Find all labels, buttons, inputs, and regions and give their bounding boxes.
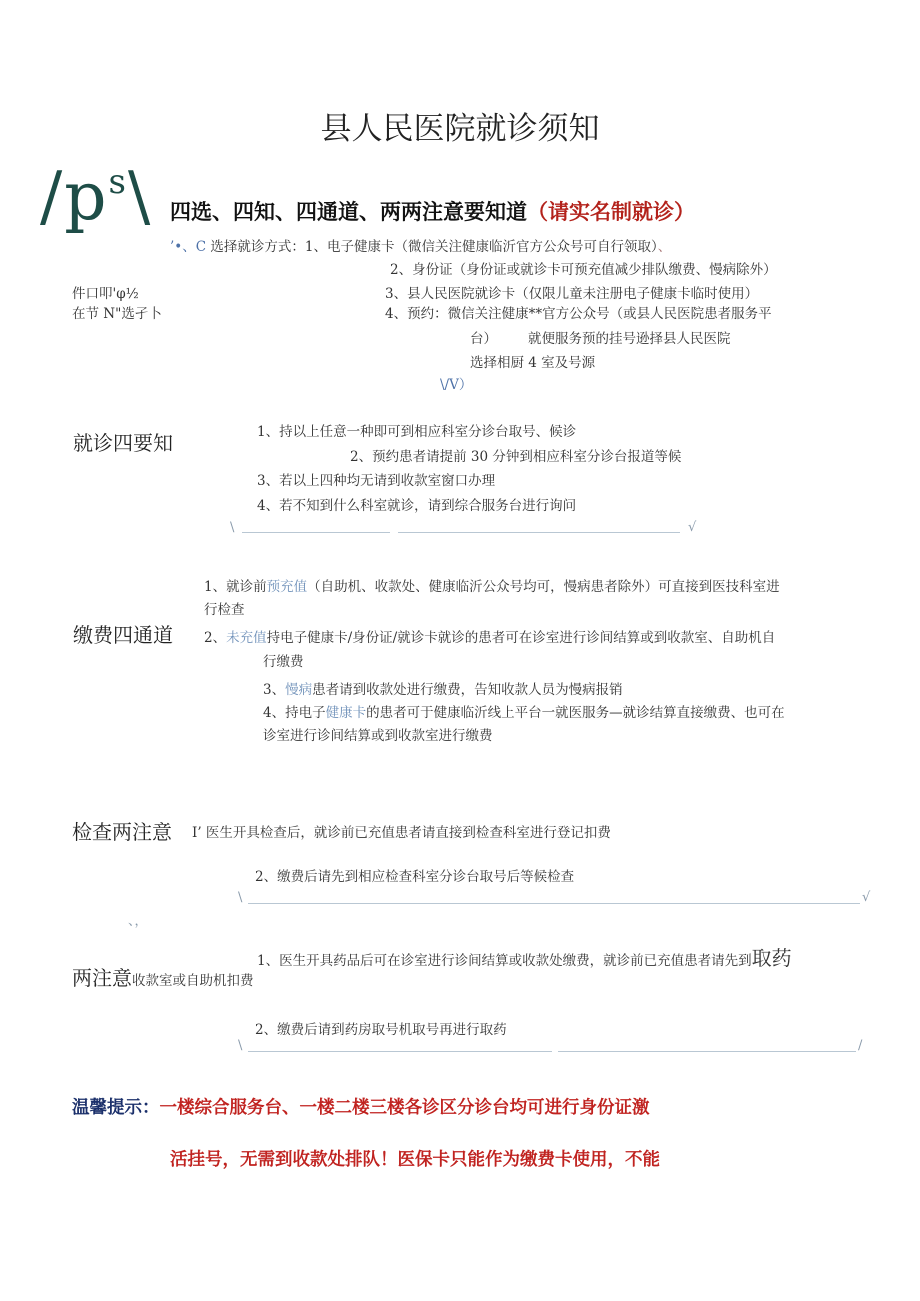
pay-item-4-cont: 诊室进行诊间结算或到收款室进行缴费 [263, 728, 493, 744]
select-left-2: 在节 N"选孑卜 [72, 306, 162, 322]
drug-item-1-cont: 收款室或自助机扣费 [132, 973, 254, 989]
exam-item-2: 2、缴费后请先到相应检查科室分诊台取号后等候检查 [255, 869, 575, 885]
know-item-1: 1、持以上任意一种即可到相应科室分诊台取号、候诊 [257, 424, 577, 440]
tip-line-2: 活挂号，无需到收款处排队！医保卡只能作为缴费卡使用，不能 [170, 1150, 660, 1170]
exam-item-1: I’ 医生开具检查后，就诊前已充值患者请直接到检查科室进行登记扣费 [192, 825, 611, 841]
exam-mark-left: \ [238, 890, 243, 905]
exam-divider [248, 903, 860, 904]
page-title: 县人民医院就诊须知 [320, 111, 600, 147]
drug-heading: 两注意 [72, 966, 132, 990]
drug-heading-row [72, 962, 254, 991]
logo-sup: s [108, 162, 128, 202]
select-line-5a: 台） [470, 331, 497, 347]
headline-red: （请实名制就诊） [527, 200, 695, 224]
know-item-2: 2、预约患者请提前 30 分钟到相应科室分诊台报道等候 [350, 449, 682, 465]
know-heading: 就诊四要知 [73, 431, 173, 455]
pay-item-1: 1、就诊前预充值（自助机、收款处、健康临沂公众号均可，慢病患者除外）可直接到医技科室进 [204, 579, 780, 595]
pay-item-3: 3、慢病患者请到收款处进行缴费，告知收款人员为慢病报销 [263, 682, 623, 698]
drug-divider-left [248, 1051, 552, 1052]
drug-mark-left: \ [238, 1038, 243, 1053]
select-line-2: 2、身份证（身份证或就诊卡可预充值减少排队缴费、慢病除外） [390, 262, 777, 278]
drug-mark-right: / [858, 1038, 863, 1053]
drug-item-1: 1、医生开具药品后可在诊室进行诊间结算或收款处缴费，就诊前已充值患者请先到取药 [257, 946, 792, 970]
drug-item-2: 2、缴费后请到药房取号机取号再进行取药 [255, 1022, 507, 1038]
headline-main: 四选、四知、四通道、两两注意要知道 [170, 200, 527, 224]
exam-heading: 检查两注意 [72, 820, 172, 844]
select-line-1: ’•、C 选择就诊方式：1、电子健康卡（微信关注健康临沂官方公众号可自行领取）、 [170, 239, 672, 255]
pay-heading: 缴费四通道 [73, 623, 173, 647]
tip-line-1: 温馨提示：一楼综合服务台、一楼二楼三楼各诊区分诊台均可进行身份证激 [72, 1098, 650, 1118]
know-divider-left [242, 532, 390, 533]
logo-main: /p [40, 158, 109, 235]
select-line-3: 3、县人民医院就诊卡（仅限儿童未注册电子健康卡临时使用） [385, 286, 759, 302]
pay-item-4: 4、持电子健康卡的患者可于健康临沂线上平台一就医服务—就诊结算直接缴费、也可在 [263, 705, 785, 721]
exam-stray-mark: 、， [128, 914, 148, 929]
select-line-5b: 就便服务预的挂号逊择县人民医院 [528, 331, 731, 347]
select-mark: \/V） [440, 377, 473, 393]
know-item-4: 4、若不知到什么科室就诊，请到综合服务台进行询问 [257, 498, 577, 514]
logo-slash: \ [127, 158, 153, 235]
know-mark-right: √ [688, 520, 697, 535]
logo-icon [40, 158, 152, 235]
select-line-4: 4、预约：微信关注健康**官方公众号（或县人民医院患者服务平 [385, 306, 772, 322]
know-divider-right [398, 532, 680, 533]
know-mark-left: \ [230, 520, 235, 535]
exam-mark-right: √ [862, 890, 871, 905]
drug-divider-right [558, 1051, 856, 1052]
know-item-3: 3、若以上四种均无请到收款室窗口办理 [257, 473, 496, 489]
pay-item-2-cont: 行缴费 [263, 654, 304, 670]
tip-label: 温馨提示： [72, 1098, 160, 1118]
select-line-6: 选择相厨 4 室及号源 [470, 355, 596, 371]
select-left-1: 件口叩'φ½ [72, 286, 139, 302]
pay-item-1-cont: 行检查 [204, 602, 245, 618]
headline [170, 196, 695, 226]
pay-item-2: 2、未充值持电子健康卡/身份证/就诊卡就诊的患者可在诊室进行诊间结算或到收款室、自助机自 [204, 630, 776, 646]
